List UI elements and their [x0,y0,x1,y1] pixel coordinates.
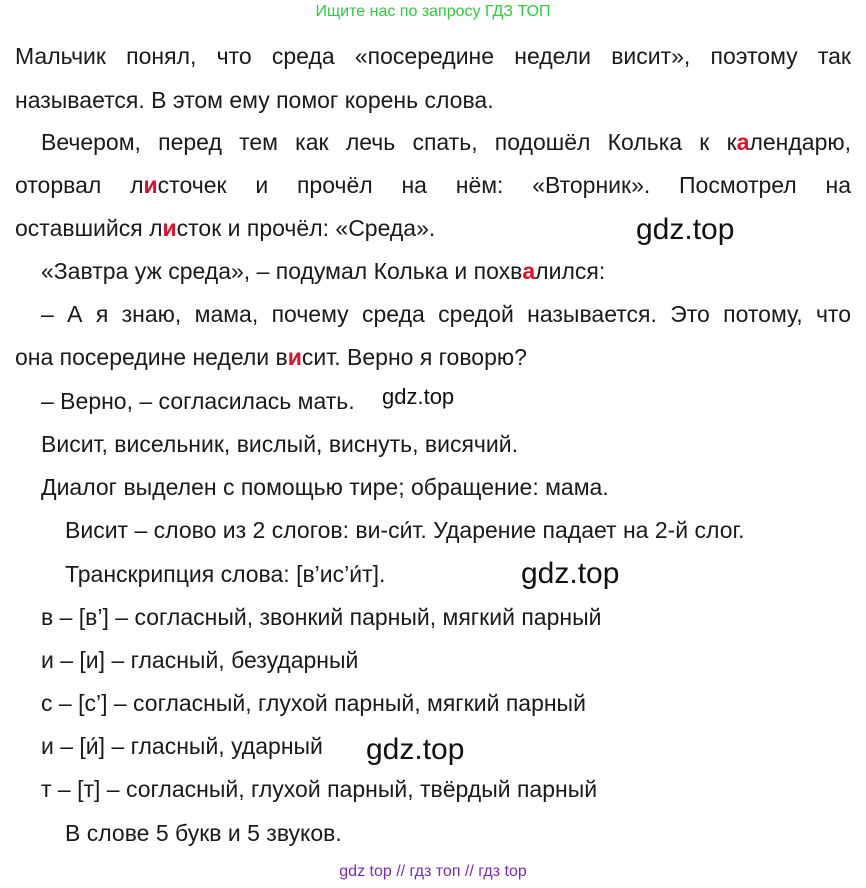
text-segment: оторвал л [15,172,144,198]
text-segment: лился: [535,258,606,284]
text-line-9: – Верно, – согласилась мать. [41,388,355,414]
text-line-2: называется. В этом ему помог корень слова. [15,87,494,113]
text-line-13: Транскрипция слова: [в’ис’и́т]. [65,561,386,587]
text-segment: лендарю, [749,129,851,155]
text-line-17: и – [и́] – гласный, ударный [41,733,323,759]
text-line-6 [41,257,605,285]
highlighted-letter: и [287,344,302,370]
text-line-8 [15,343,527,371]
text-segment: сит. Верно я говорю? [301,344,527,370]
watermark: gdz.top [382,384,455,409]
top-banner: Ищите нас по запросу ГДЗ ТОП [315,3,551,20]
text-line-1: Мальчик понял, что среда «посередине недели висит», поэтому так [15,43,851,69]
text-segment: сточек и прочёл на нём: «Вторник». Посмотрел на [157,172,851,198]
watermark: gdz.top [636,213,735,246]
highlighted-letter: и [162,215,177,241]
text-line-12: Висит – слово из 2 слогов: ви-си́т. Ударение падает на 2-й слог. [65,517,745,543]
text-line-4 [15,171,851,199]
text-line-3 [41,128,851,156]
watermark: gdz.top [521,557,620,590]
text-line-11: Диалог выделен с помощью тире; обращение: мама. [41,474,609,500]
text-line-15: и – [и] – гласный, безударный [41,647,359,673]
text-line-10: Висит, висельник, вислый, виснуть, висячий. [41,431,518,457]
text-segment: она посередине недели в [15,344,288,370]
highlighted-letter: и [143,172,158,198]
text-line-7: – А я знаю, мама, почему среда средой называется. Это потому, что [41,301,851,327]
text-line-18: т – [т] – согласный, глухой парный, твёрдый парный [41,776,598,802]
text-line-16: с – [с’] – согласный, глухой парный, мягкий парный [41,690,586,716]
highlighted-letter: а [736,129,750,155]
text-segment: Вечером, перед тем как лечь спать, подошёл Колька к к [41,129,737,155]
text-segment: сток и прочёл: «Среда». [176,215,436,241]
text-line-14: в – [в’] – согласный, звонкий парный, мягкий парный [41,604,602,630]
text-segment: «Завтра уж среда», – подумал Колька и похв [41,258,523,284]
text-line-19: В слове 5 букв и 5 звуков. [65,820,342,846]
footer-links: gdz top // гдз топ // гдз top [339,863,527,880]
highlighted-letter: а [522,258,536,284]
watermark: gdz.top [366,733,465,766]
text-segment: оставшийся л [15,215,163,241]
text-line-5 [15,214,435,242]
